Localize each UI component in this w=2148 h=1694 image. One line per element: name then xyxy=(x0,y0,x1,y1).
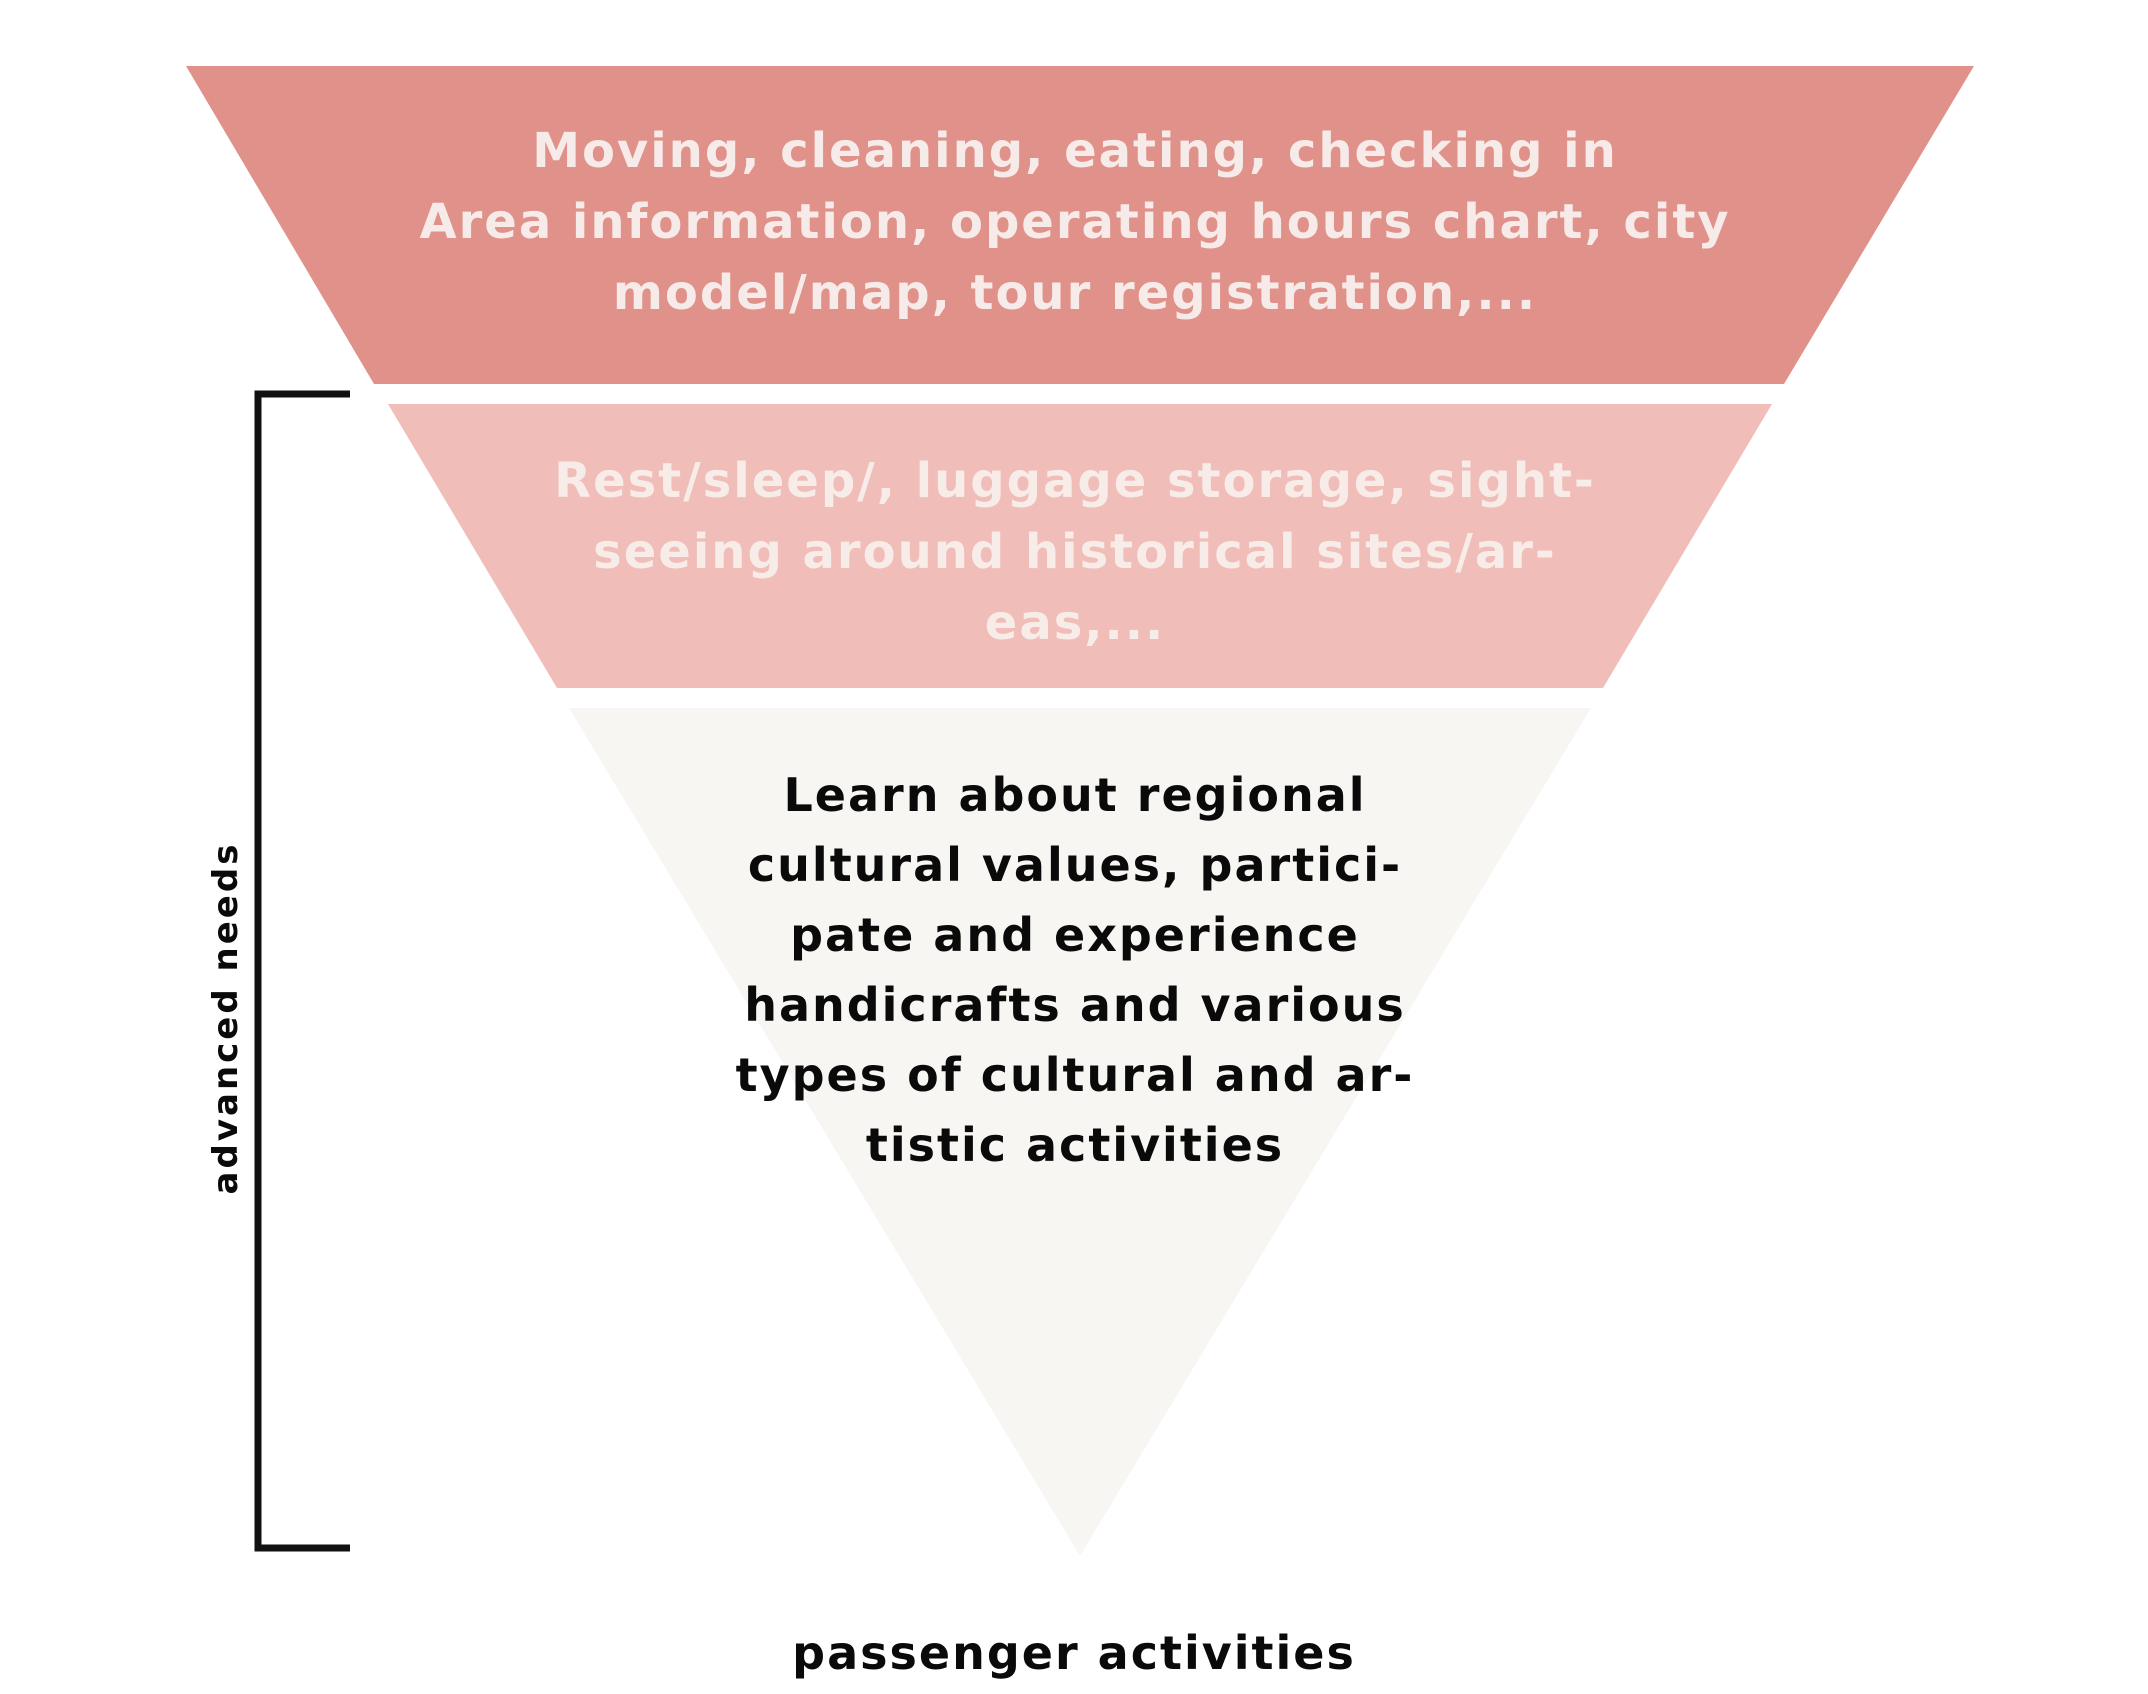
tier-1-line: model/map, tour registration,... xyxy=(612,265,1538,321)
bracket xyxy=(258,394,350,1548)
tier-3-line: cultural values, partici- xyxy=(747,838,1403,892)
tier-3-line: types of cultural and ar- xyxy=(735,1048,1415,1102)
passenger-activities-label: passenger activities xyxy=(792,1626,1356,1680)
tier-3-line: pate and experience xyxy=(790,908,1360,962)
tier-3-line: tistic activities xyxy=(865,1118,1285,1172)
tier-2-line: seeing around historical sites/ar- xyxy=(593,524,1557,580)
tier-2-line: eas,... xyxy=(984,595,1166,651)
tier-3-line: Learn about regional xyxy=(783,768,1367,822)
tier-3-line: handicrafts and various xyxy=(744,978,1406,1032)
tier-2-line: Rest/sleep/, luggage storage, sight- xyxy=(554,453,1596,509)
tier-2-text xyxy=(450,446,1700,659)
tier-1-line: Moving, cleaning, eating, checking in xyxy=(532,123,1618,179)
tier-3-text xyxy=(620,760,1530,1180)
tier-1-text xyxy=(300,116,1850,329)
tier-1-line: Area information, operating hours chart, city xyxy=(419,194,1731,250)
advanced-needs-label: advanced needs xyxy=(206,841,246,1195)
